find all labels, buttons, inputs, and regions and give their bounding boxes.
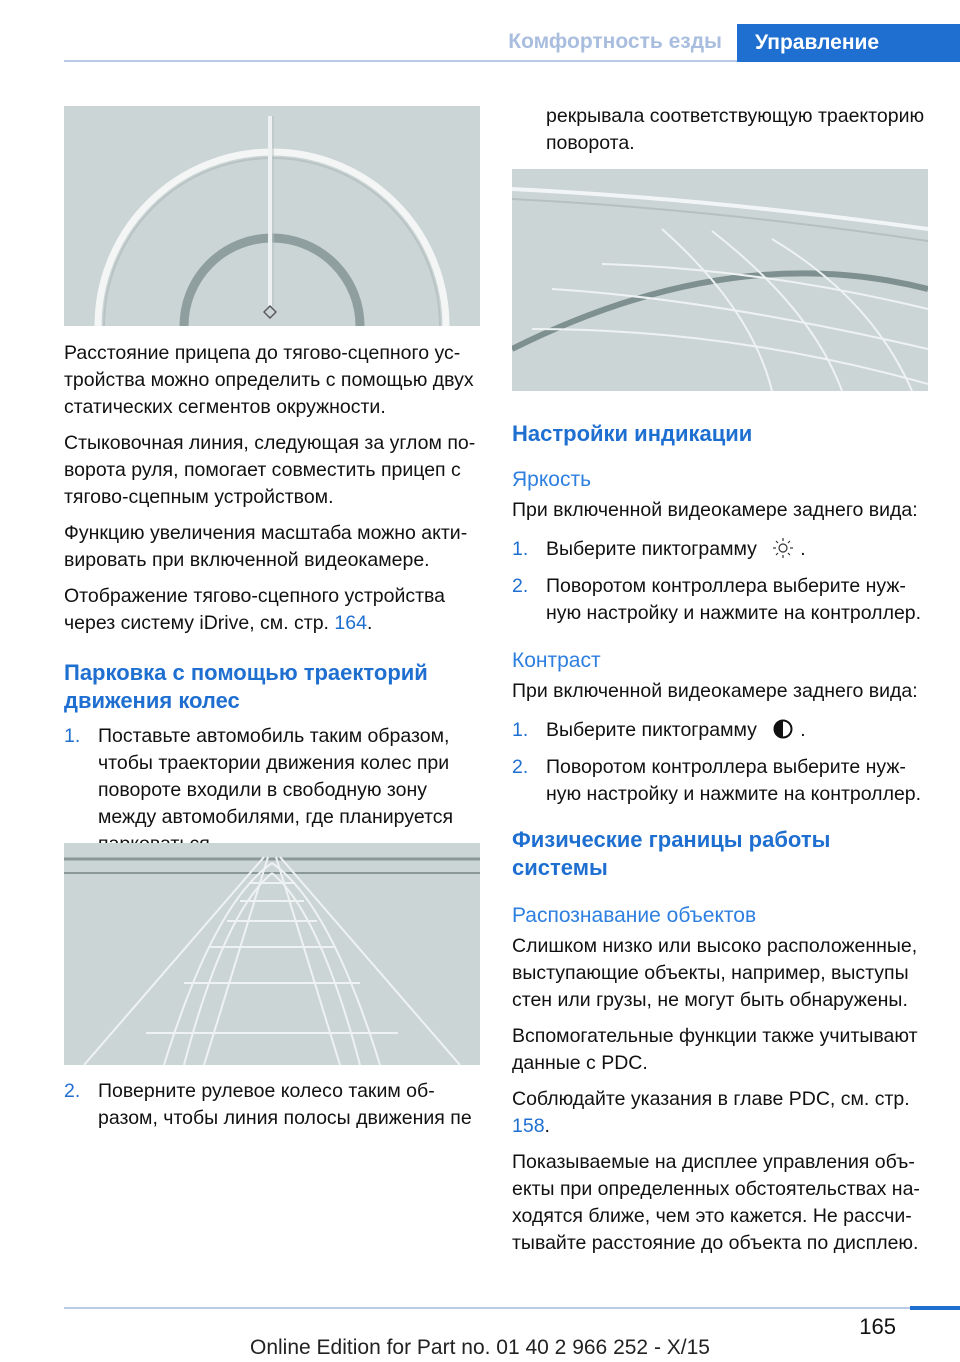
steps-list [64,723,482,858]
right-column [512,420,926,1266]
subsection-heading: Контраст [512,649,601,672]
subsection-heading: Яркость [512,468,592,491]
paragraph: При включенной видеокамере заднего вида: [512,499,918,521]
page-link[interactable]: 158 [512,1115,545,1137]
hitch-view-figure [64,106,480,326]
step-number: 2. [512,575,529,597]
subsection-heading: Распознавание объектов [512,904,757,927]
paragraph: рекрывала соответствующую траекторию поворота. [546,105,925,154]
paragraph: Функцию увеличения масштаба можно активировать при включенной видеокамере. [64,522,468,571]
step-number: 1. [512,538,529,560]
list-item: 1. Поставьте автомобиль таким образом, чтобы траектории движения колес при повороте входили в свободную зону между автомобилями, где планируется [64,725,454,828]
paragraph: Стыковочная линия, следующая за углом поворота руля, помогает совместить прицеп с тягово-сцепным устройством. [64,432,476,508]
paragraph: Расстояние прицепа до тягово-сцепного устройства можно определить с помощью двух статических сегментов окружности. [64,342,474,418]
header-chapter-tab: Управление [737,24,960,62]
list-item: 1. Выберите пиктограмму . [512,536,926,567]
paragraph: Вспомогательные функции также учитывают данные с PDC. [512,1025,918,1074]
paragraph: Показываемые на дисплее управления объекты при определенных обстоятельствах находятся ближе, чем это кажется. Не рассчитывайте расстояние до объекта по дисплею. [512,1151,920,1254]
paragraph: Отображение тягово-сцепного устройства через систему iDrive, см. стр. 164. [64,585,446,634]
list-item: 1. Выберите пиктограмму . [512,717,926,748]
page-number: 165 [859,1314,896,1339]
steps-list [512,717,926,808]
edition-footer: Online Edition for Part no. 01 40 2 966 252 - X/15 [250,1336,710,1359]
list-item: 2. Поверните рулевое колесо таким образом, чтобы линия полосы движения пе [64,1080,472,1129]
right-column-top [512,103,926,157]
step-number: 1. [512,719,529,741]
paragraph: Слишком низко или высоко расположенные, выступающие объекты, например, выступы стен или грузы, не могут быть обнаружены. [512,935,918,1011]
step-number: 2. [512,756,529,778]
left-column-bottom [64,1078,482,1142]
contrast-icon [772,718,794,748]
sun-icon [772,537,794,567]
page-number-accent [910,1306,960,1310]
wheel-paths-figure [64,843,480,1065]
header-section-title: Комфортность езды [508,30,722,53]
section-heading: Физические границы работы системы [512,827,831,880]
section-heading: Настройки индикации [512,421,753,446]
reverse-path-figure [512,169,928,391]
list-item: 2. Поворотом контроллера выберите нужную настройку и нажмите на контроллер. [512,756,922,805]
steps-list [64,1078,482,1132]
paragraph: Соблюдайте указания в главе PDC, см. стр. 158. [512,1088,910,1137]
paragraph: При включенной видеокамере заднего вида: [512,680,918,702]
page-link[interactable]: 164 [334,612,367,634]
section-heading: Парковка с помощью траекторий движения колес [64,660,428,713]
footer-rule [64,1307,960,1309]
steps-list [512,536,926,627]
step-number: 1. [64,725,81,747]
list-item: 2. Поворотом контроллера выберите нужную настройку и нажмите на контроллер. [512,575,922,624]
step-number: 2. [64,1080,81,1102]
left-column [64,340,482,868]
